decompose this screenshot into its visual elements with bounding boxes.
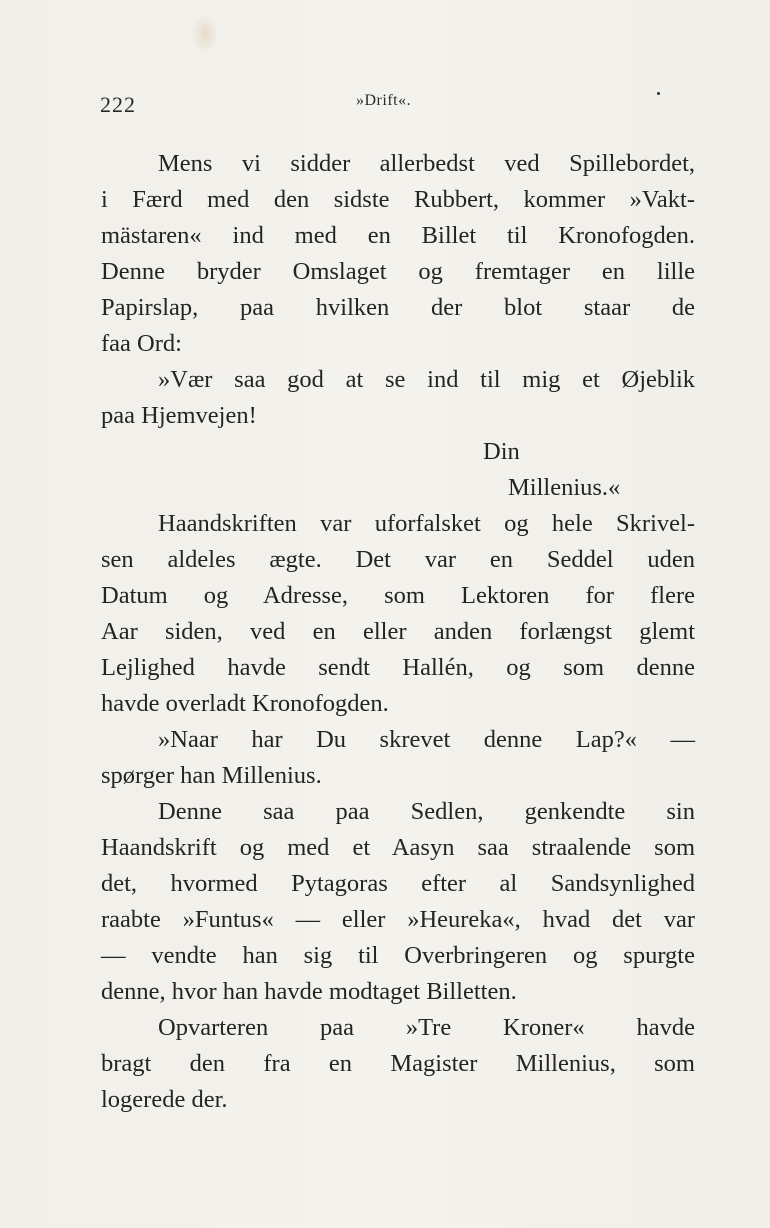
paper-stain	[192, 14, 218, 54]
text-line: spørger han Millenius.	[101, 762, 322, 789]
text-line: sen aldeles ægte. Det var en Seddel uden	[101, 546, 695, 573]
text-line: Aar siden, ved en eller anden forlængst glemt	[101, 618, 695, 645]
text-line: Lejlighed havde sendt Hallén, og som denne	[101, 654, 695, 681]
text-line: Haandskriften var uforfalsket og hele Skrivel-	[158, 510, 695, 537]
text-line: Denne bryder Omslaget og fremtager en lille	[101, 258, 695, 285]
text-line: — vendte han sig til Overbringeren og spurgte	[101, 942, 695, 969]
text-line: »Vær saa god at se ind til mig et Øjeblik	[158, 366, 695, 393]
text-line: bragt den fra en Magister Millenius, som	[101, 1050, 695, 1077]
page-header	[0, 92, 770, 122]
text-line: »Naar har Du skrevet denne Lap?« —	[158, 726, 695, 753]
signature-line: Din	[483, 438, 520, 465]
text-line: Opvarteren paa »Tre Kroner« havde	[158, 1014, 695, 1041]
text-line: Datum og Adresse, som Lektoren for flere	[101, 582, 695, 609]
text-line: mästaren« ind med en Billet til Kronofogden.	[101, 222, 695, 249]
body-text	[101, 146, 695, 1118]
text-line: Denne saa paa Sedlen, genkendte sin	[158, 798, 695, 825]
text-line: Mens vi sidder allerbedst ved Spillebordet,	[158, 150, 695, 177]
text-line: faa Ord:	[101, 330, 182, 357]
text-line: raabte »Funtus« — eller »Heureka«, hvad det var	[101, 906, 695, 933]
text-line: logerede der.	[101, 1086, 228, 1113]
text-line: Papirslap, paa hvilken der blot staar de	[101, 294, 695, 321]
text-line: denne, hvor han havde modtaget Billetten.	[101, 978, 517, 1005]
text-line: i Færd med den sidste Rubbert, kommer »Vakt-	[101, 186, 695, 213]
text-line: det, hvormed Pytagoras efter al Sandsynlighed	[101, 870, 695, 897]
text-line: Haandskrift og med et Aasyn saa straalende som	[101, 834, 695, 861]
signature-line: Millenius.«	[508, 474, 621, 501]
page-number: 222	[100, 92, 136, 117]
text-line: havde overladt Kronofogden.	[101, 690, 389, 717]
running-head: »Drift«.	[356, 92, 412, 109]
text-line: paa Hjemvejen!	[101, 402, 257, 429]
